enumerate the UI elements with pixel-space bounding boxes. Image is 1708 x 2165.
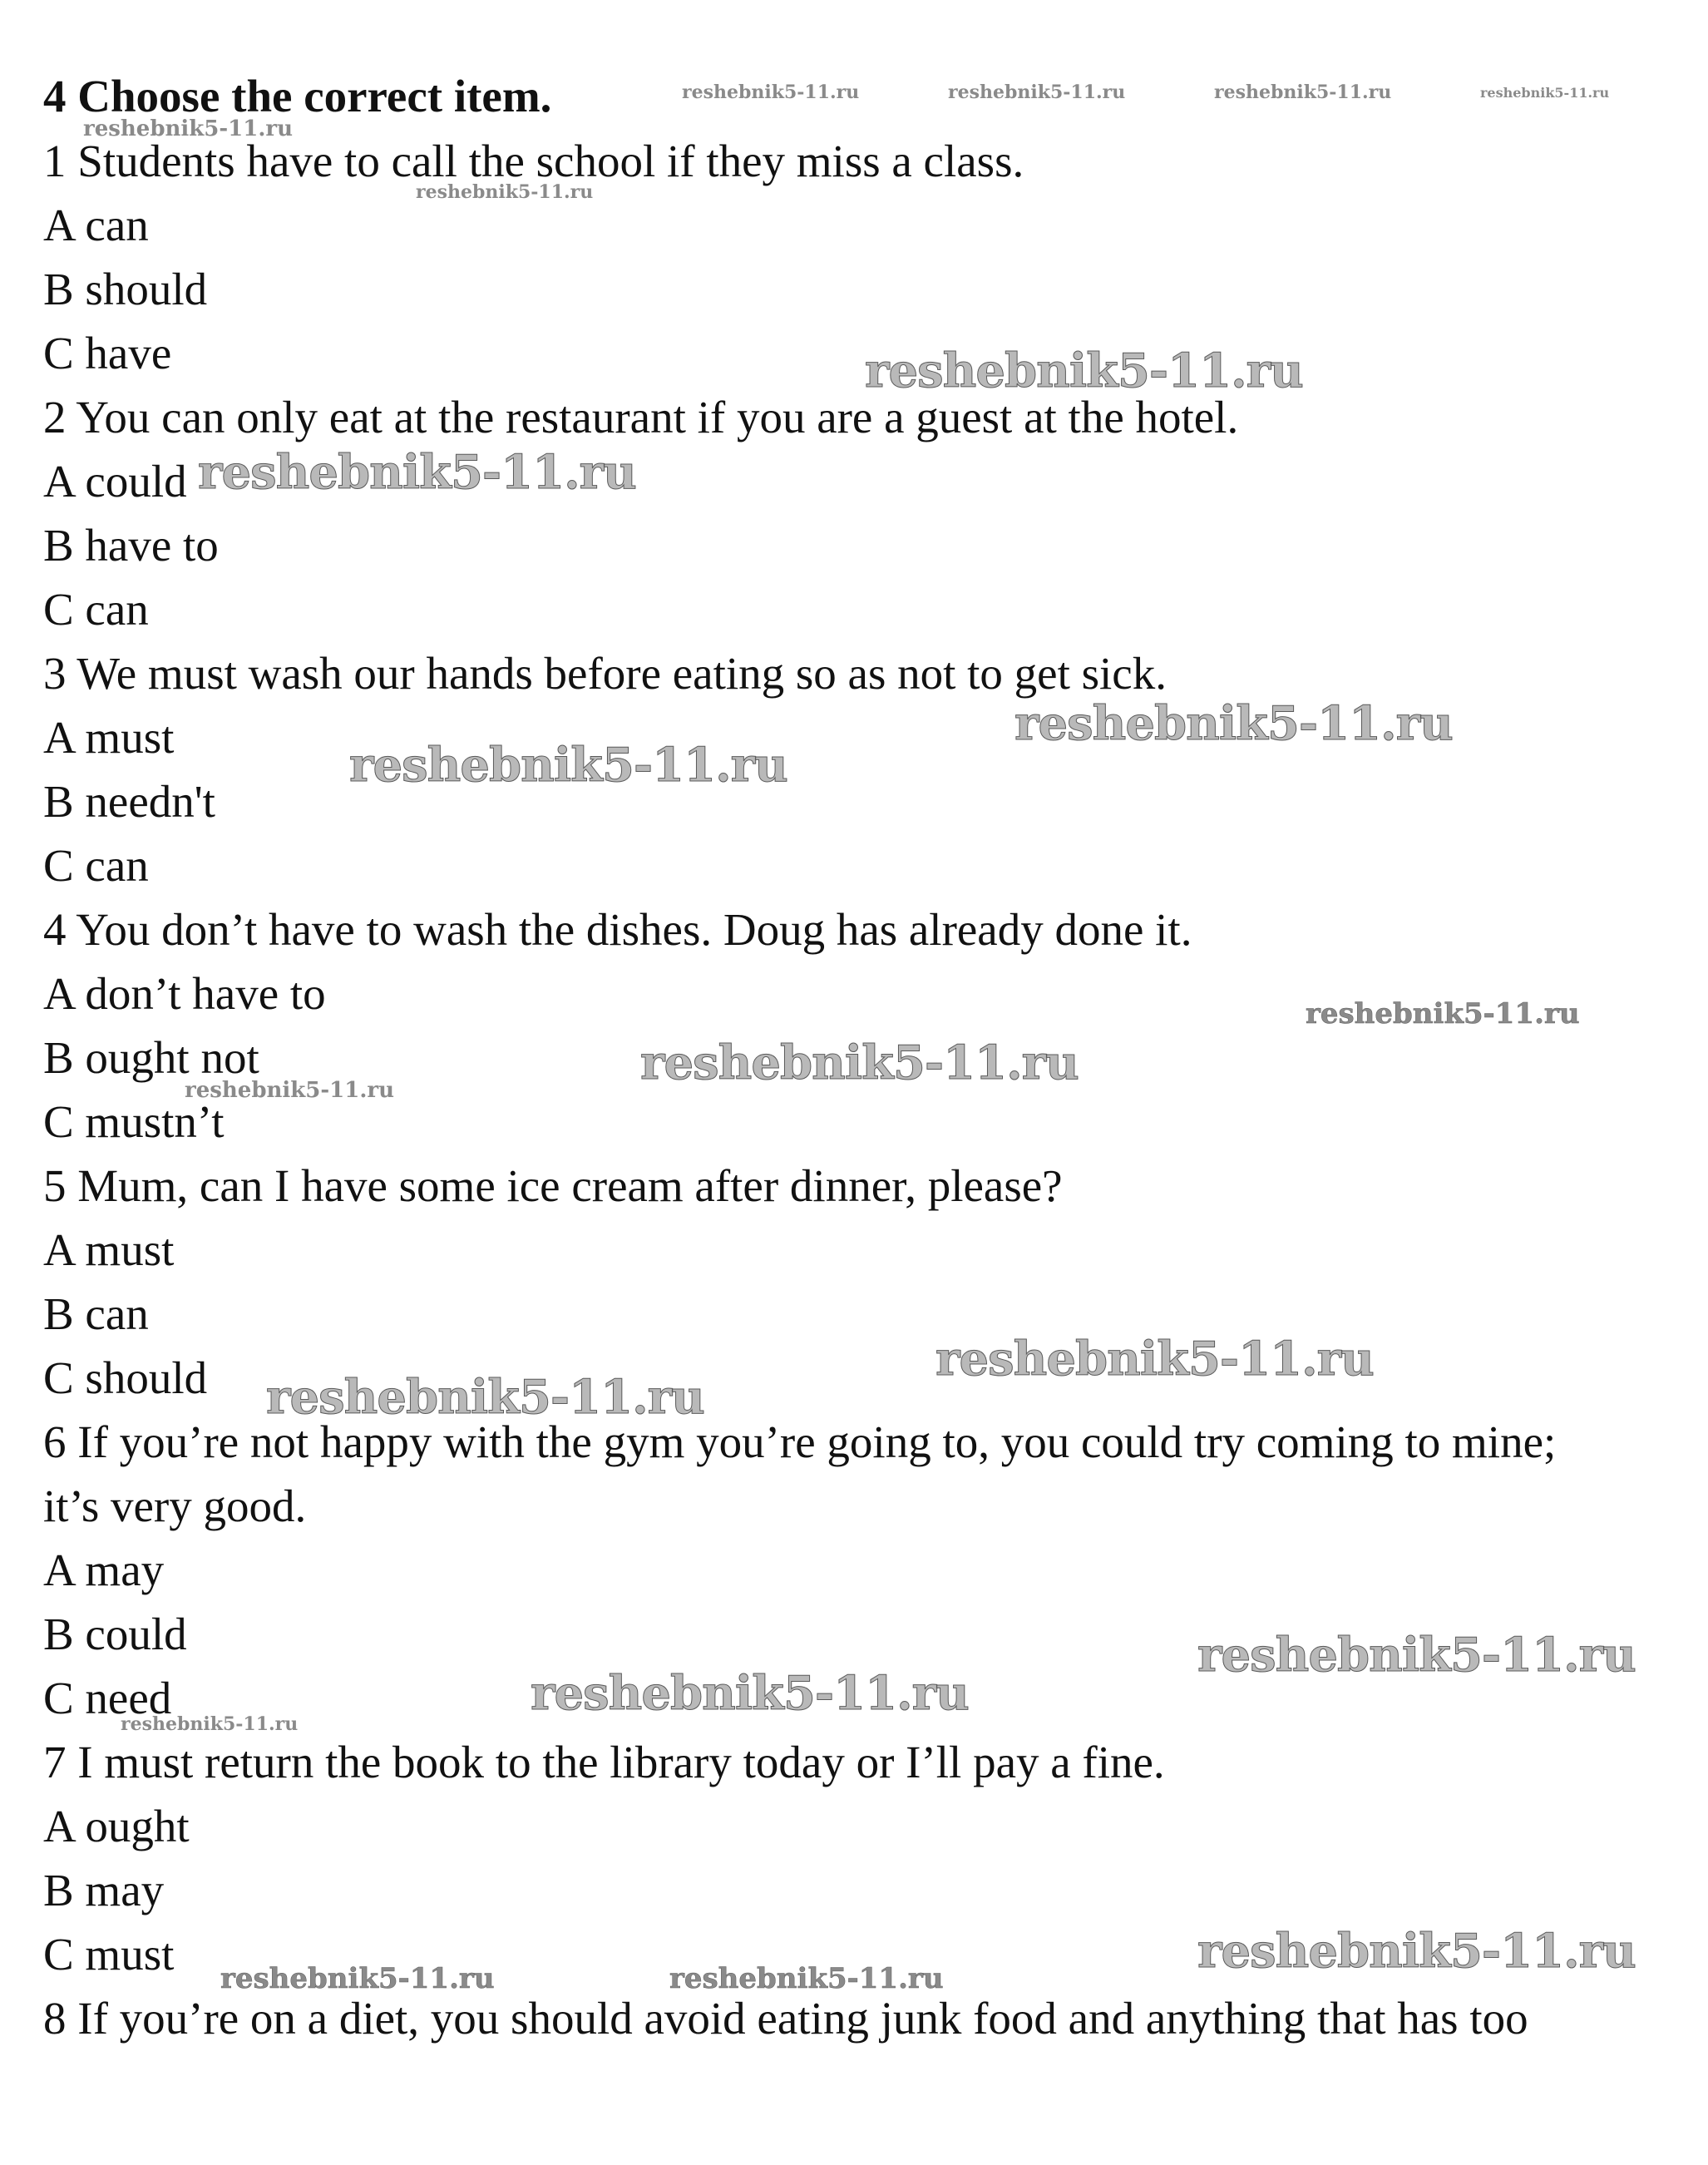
- question-6-text: 6 If you’re not happy with the gym you’re going to, you could try coming to mine;: [43, 1416, 1557, 1467]
- watermark: reshebnik5-11.ru: [1306, 997, 1580, 1031]
- question-2-text: 2 You can only eat at the restaurant if you are a guest at the hotel.: [43, 392, 1239, 442]
- option-5a: A must: [43, 1224, 175, 1275]
- watermark: reshebnik5-11.ru: [220, 1962, 495, 1995]
- option-6a: A may: [43, 1545, 165, 1595]
- option-5c: C should: [43, 1352, 208, 1403]
- watermark: reshebnik5-11.ru: [416, 181, 594, 203]
- watermark: reshebnik5-11.ru: [121, 1713, 299, 1735]
- watermark: reshebnik5-11.ru: [349, 738, 787, 793]
- watermark: reshebnik5-11.ru: [1214, 82, 1392, 103]
- question-1-text: 1 Students have to call the school if they miss a class.: [43, 136, 1024, 186]
- watermark: reshebnik5-11.ru: [266, 1370, 704, 1425]
- option-4c: C mustn’t: [43, 1096, 225, 1147]
- watermark: reshebnik5-11.ru: [185, 1078, 395, 1103]
- option-4b: B ought not: [43, 1032, 259, 1083]
- question-8-text: 8 If you’re on a diet, you should avoid eating junk food and anything that has too: [43, 1993, 1528, 2044]
- option-1c: C have: [43, 328, 172, 378]
- option-1b: B should: [43, 264, 208, 314]
- watermark: reshebnik5-11.ru: [1014, 696, 1453, 751]
- question-4-text: 4 You don’t have to wash the dishes. Doug has already done it.: [43, 904, 1192, 955]
- watermark: reshebnik5-11.ru: [669, 1962, 944, 1995]
- option-3a: A must: [43, 712, 175, 763]
- watermark: reshebnik5-11.ru: [682, 82, 860, 103]
- option-7a: A ought: [43, 1801, 190, 1851]
- watermark: reshebnik5-11.ru: [1197, 1628, 1636, 1683]
- exercise-heading: 4 Choose the correct item.: [43, 71, 552, 121]
- watermark: reshebnik5-11.ru: [948, 82, 1126, 103]
- option-2c: C can: [43, 584, 149, 635]
- option-6c: C need: [43, 1673, 172, 1723]
- option-7c: C must: [43, 1929, 175, 1980]
- watermark: reshebnik5-11.ru: [1480, 85, 1610, 101]
- option-7b: B may: [43, 1865, 165, 1915]
- option-3b: B needn't: [43, 776, 215, 827]
- option-4a: A don’t have to: [43, 968, 326, 1019]
- question-5-text: 5 Mum, can I have some ice cream after dinner, please?: [43, 1160, 1063, 1211]
- watermark: reshebnik5-11.ru: [1197, 1924, 1636, 1979]
- option-2b: B have to: [43, 520, 219, 571]
- option-5b: B can: [43, 1288, 149, 1339]
- option-1a: A can: [43, 200, 149, 250]
- watermark: reshebnik5-11.ru: [531, 1666, 969, 1721]
- watermark: reshebnik5-11.ru: [865, 344, 1303, 398]
- option-6b: B could: [43, 1609, 187, 1659]
- option-2a: A could: [43, 456, 187, 507]
- watermark: reshebnik5-11.ru: [935, 1332, 1374, 1386]
- watermark: reshebnik5-11.ru: [83, 116, 294, 141]
- question-3-text: 3 We must wash our hands before eating so as not to get sick.: [43, 648, 1167, 699]
- watermark: reshebnik5-11.ru: [198, 445, 636, 500]
- option-3c: C can: [43, 840, 149, 891]
- question-6-text-cont: it’s very good.: [43, 1480, 307, 1531]
- question-7-text: 7 I must return the book to the library today or I’ll pay a fine.: [43, 1737, 1165, 1787]
- watermark: reshebnik5-11.ru: [640, 1036, 1079, 1090]
